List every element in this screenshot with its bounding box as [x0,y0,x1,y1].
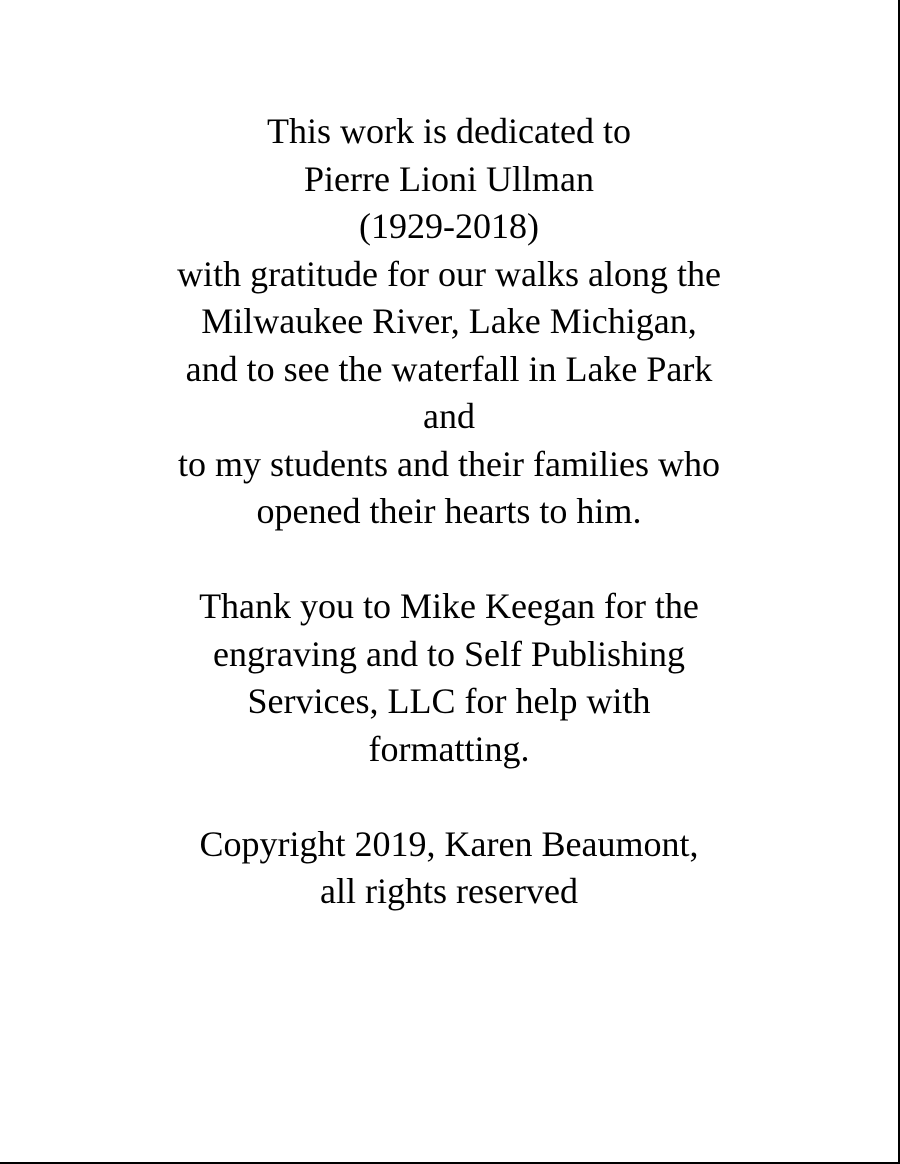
copyright-line: Copyright 2019, Karen Beaumont, [199,823,699,864]
dedication-line: Milwaukee River, Lake Michigan, [201,301,697,341]
acknowledgment-line: Services, LLC for help with [247,681,651,721]
paragraph-spacer [0,773,898,821]
page-content [0,108,898,916]
copyright-line: all rights reserved [320,871,578,911]
dedication-block [0,108,898,536]
acknowledgment-line: formatting. [368,728,530,769]
dedication-line: and [423,396,475,436]
paragraph-spacer [0,536,898,584]
acknowledgment-block [0,583,898,773]
acknowledgment-line: Thank you to Mike Keegan for the [199,586,699,626]
dedication-line: Pierre Lioni Ullman [304,158,594,199]
dedication-line: to my students and their families who [178,443,720,484]
dedication-line: This work is dedicated to [267,111,631,151]
acknowledgment-line: engraving and to Self Publishing [213,633,685,674]
dedication-line: (1929-2018) [359,206,539,246]
dedication-line: and to see the waterfall in Lake Park [185,348,713,389]
copyright-block [0,821,898,916]
dedication-line: with gratitude for our walks along the [177,253,721,294]
dedication-line: opened their hearts to him. [256,491,642,531]
